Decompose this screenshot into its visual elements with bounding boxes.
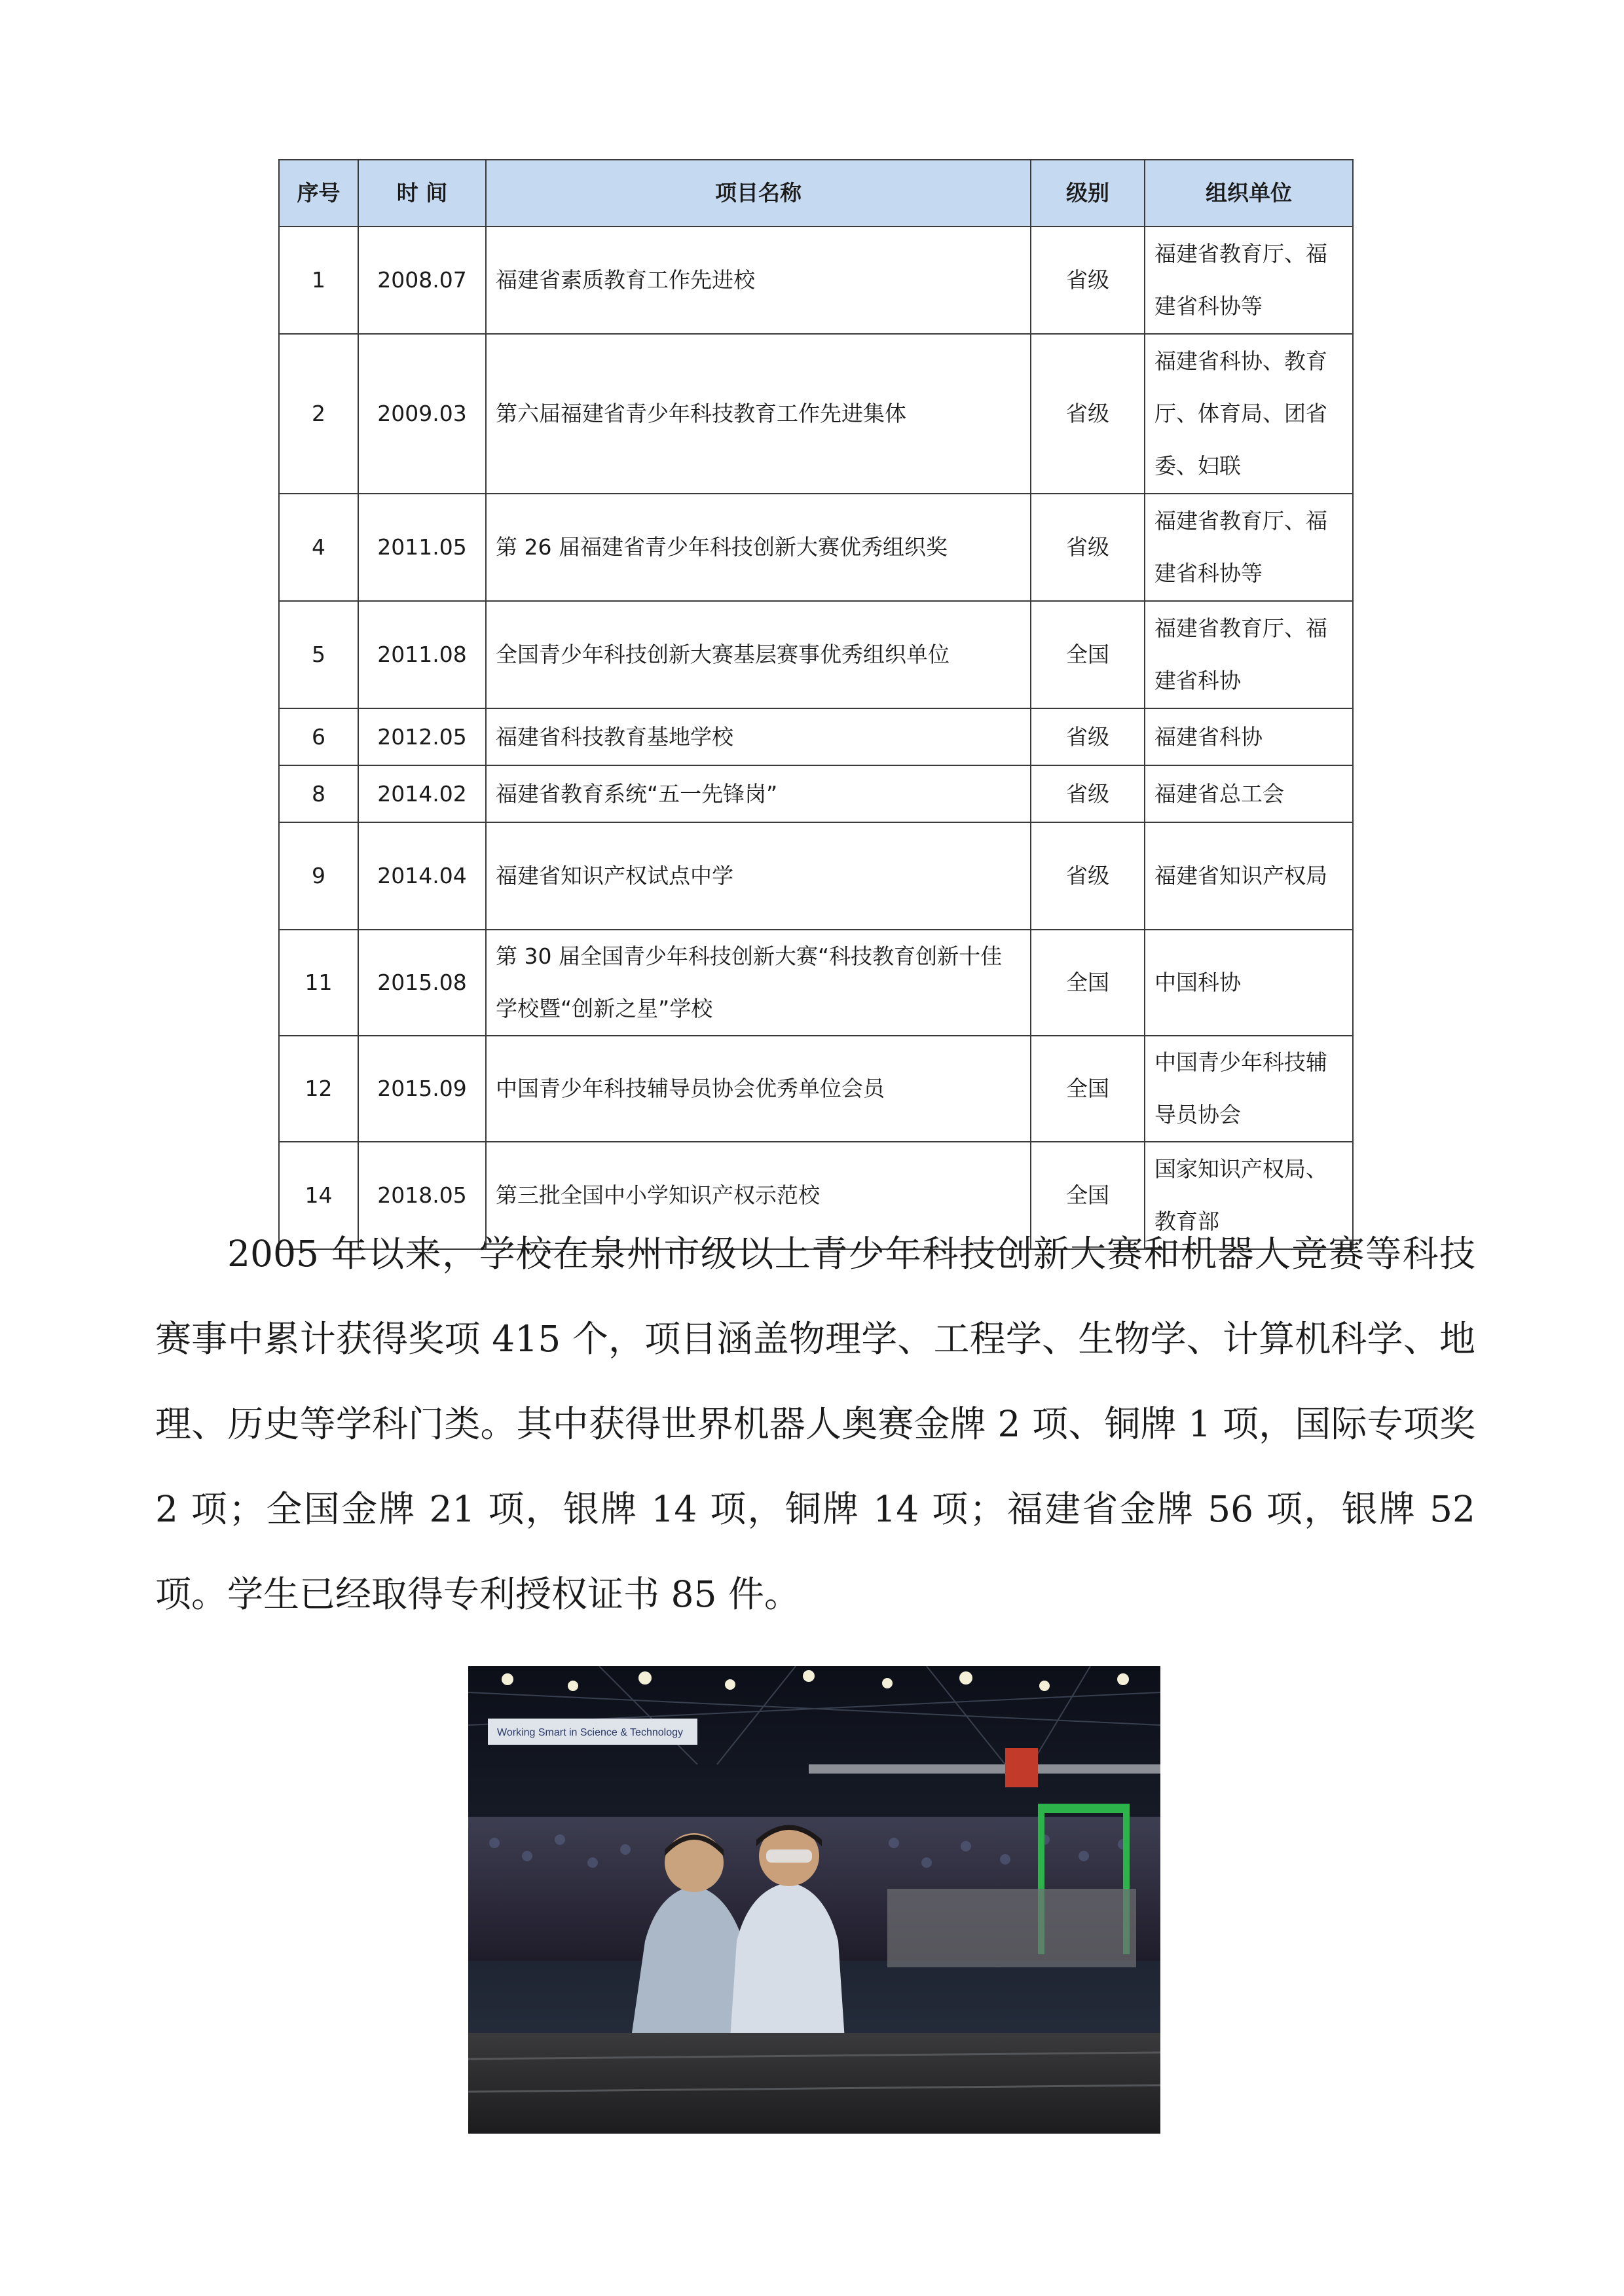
robotics-competition-photo xyxy=(468,1666,1160,2134)
table-row xyxy=(279,1036,1353,1142)
cell-no: 12 xyxy=(279,1036,358,1142)
cell-level: 省级 xyxy=(1031,765,1145,822)
cell-level: 全国 xyxy=(1031,1142,1145,1249)
table-row xyxy=(279,601,1353,708)
header-date: 时 间 xyxy=(358,160,486,227)
cell-date: 2009.03 xyxy=(358,334,486,494)
cell-no: 14 xyxy=(279,1142,358,1249)
table-row xyxy=(279,494,1353,601)
cell-date: 2014.02 xyxy=(358,765,486,822)
cell-level: 省级 xyxy=(1031,227,1145,334)
cell-no: 6 xyxy=(279,708,358,765)
cell-name: 福建省教育系统“五一先锋岗” xyxy=(486,765,1031,822)
cell-date: 2014.04 xyxy=(358,822,486,930)
cell-name: 福建省科技教育基地学校 xyxy=(486,708,1031,765)
cell-name: 中国青少年科技辅导员协会优秀单位会员 xyxy=(486,1036,1031,1142)
cell-level: 全国 xyxy=(1031,930,1145,1036)
patent-paragraph: 学生已经取得专利授权证书 85 件。 xyxy=(227,1573,800,1615)
table-row xyxy=(279,822,1353,930)
cell-no: 9 xyxy=(279,822,358,930)
header-name: 项目名称 xyxy=(486,160,1031,227)
cell-date: 2011.05 xyxy=(358,494,486,601)
cell-unit: 福建省总工会 xyxy=(1145,765,1353,822)
cell-no: 11 xyxy=(279,930,358,1036)
cell-unit: 福建省教育厅、福建省科协等 xyxy=(1145,227,1353,334)
cell-name: 第三批全国中小学知识产权示范校 xyxy=(486,1142,1031,1249)
banner-text: Working Smart in Science & Technology xyxy=(497,1727,683,1738)
honors-table xyxy=(278,159,1354,1250)
cell-unit: 中国科协 xyxy=(1145,930,1353,1036)
table-row xyxy=(279,765,1353,822)
cell-name: 全国青少年科技创新大赛基层赛事优秀组织单位 xyxy=(486,601,1031,708)
cell-no: 4 xyxy=(279,494,358,601)
table-row xyxy=(279,334,1353,494)
cell-name: 第 26 届福建省青少年科技创新大赛优秀组织奖 xyxy=(486,494,1031,601)
cell-no: 5 xyxy=(279,601,358,708)
cell-level: 省级 xyxy=(1031,708,1145,765)
cell-unit: 中国青少年科技辅导员协会 xyxy=(1145,1036,1353,1142)
header-level: 级别 xyxy=(1031,160,1145,227)
cell-no: 1 xyxy=(279,227,358,334)
cell-date: 2015.09 xyxy=(358,1036,486,1142)
cell-date: 2018.05 xyxy=(358,1142,486,1249)
cell-date: 2015.08 xyxy=(358,930,486,1036)
cell-name: 福建省知识产权试点中学 xyxy=(486,822,1031,930)
cell-date: 2008.07 xyxy=(358,227,486,334)
cell-unit: 福建省科协、教育厅、体育局、团省委、妇联 xyxy=(1145,334,1353,494)
cell-name: 第 30 届全国青少年科技创新大赛“科技教育创新十佳学校暨“创新之星”学校 xyxy=(486,930,1031,1036)
cell-no: 8 xyxy=(279,765,358,822)
table-row xyxy=(279,227,1353,334)
table-header-row xyxy=(279,160,1353,227)
cell-no: 2 xyxy=(279,334,358,494)
cell-level: 全国 xyxy=(1031,1036,1145,1142)
achievements-paragraph: 2005 年以来，学校在泉州市级以上青少年科技创新大赛和机器人竞赛等科技赛事中累计获得奖项 415 个，项目涵盖物理学、工程学、生物学、计算机科学、地理、历史等学科门类。其中获得世界机器人奥赛金牌 2 项、铜牌 1 项，国际专项奖 2 项；全国金牌 21 项，银牌 14 项，铜牌 14 项；福建省金牌 56 项，银牌 52 项。 xyxy=(155,1233,1475,1615)
cell-name: 福建省素质教育工作先进校 xyxy=(486,227,1031,334)
cell-unit: 福建省科协 xyxy=(1145,708,1353,765)
cell-level: 省级 xyxy=(1031,822,1145,930)
header-no: 序号 xyxy=(279,160,358,227)
cell-level: 全国 xyxy=(1031,601,1145,708)
cell-unit: 福建省知识产权局 xyxy=(1145,822,1353,930)
cell-unit: 福建省教育厅、福建省科协 xyxy=(1145,601,1353,708)
cell-unit: 国家知识产权局、教育部 xyxy=(1145,1142,1353,1249)
cell-level: 省级 xyxy=(1031,334,1145,494)
cell-level: 省级 xyxy=(1031,494,1145,601)
header-unit: 组织单位 xyxy=(1145,160,1353,227)
table-row xyxy=(279,708,1353,765)
table-row xyxy=(279,930,1353,1036)
cell-name: 第六届福建省青少年科技教育工作先进集体 xyxy=(486,334,1031,494)
cell-date: 2012.05 xyxy=(358,708,486,765)
cell-date: 2011.08 xyxy=(358,601,486,708)
cell-unit: 福建省教育厅、福建省科协等 xyxy=(1145,494,1353,601)
